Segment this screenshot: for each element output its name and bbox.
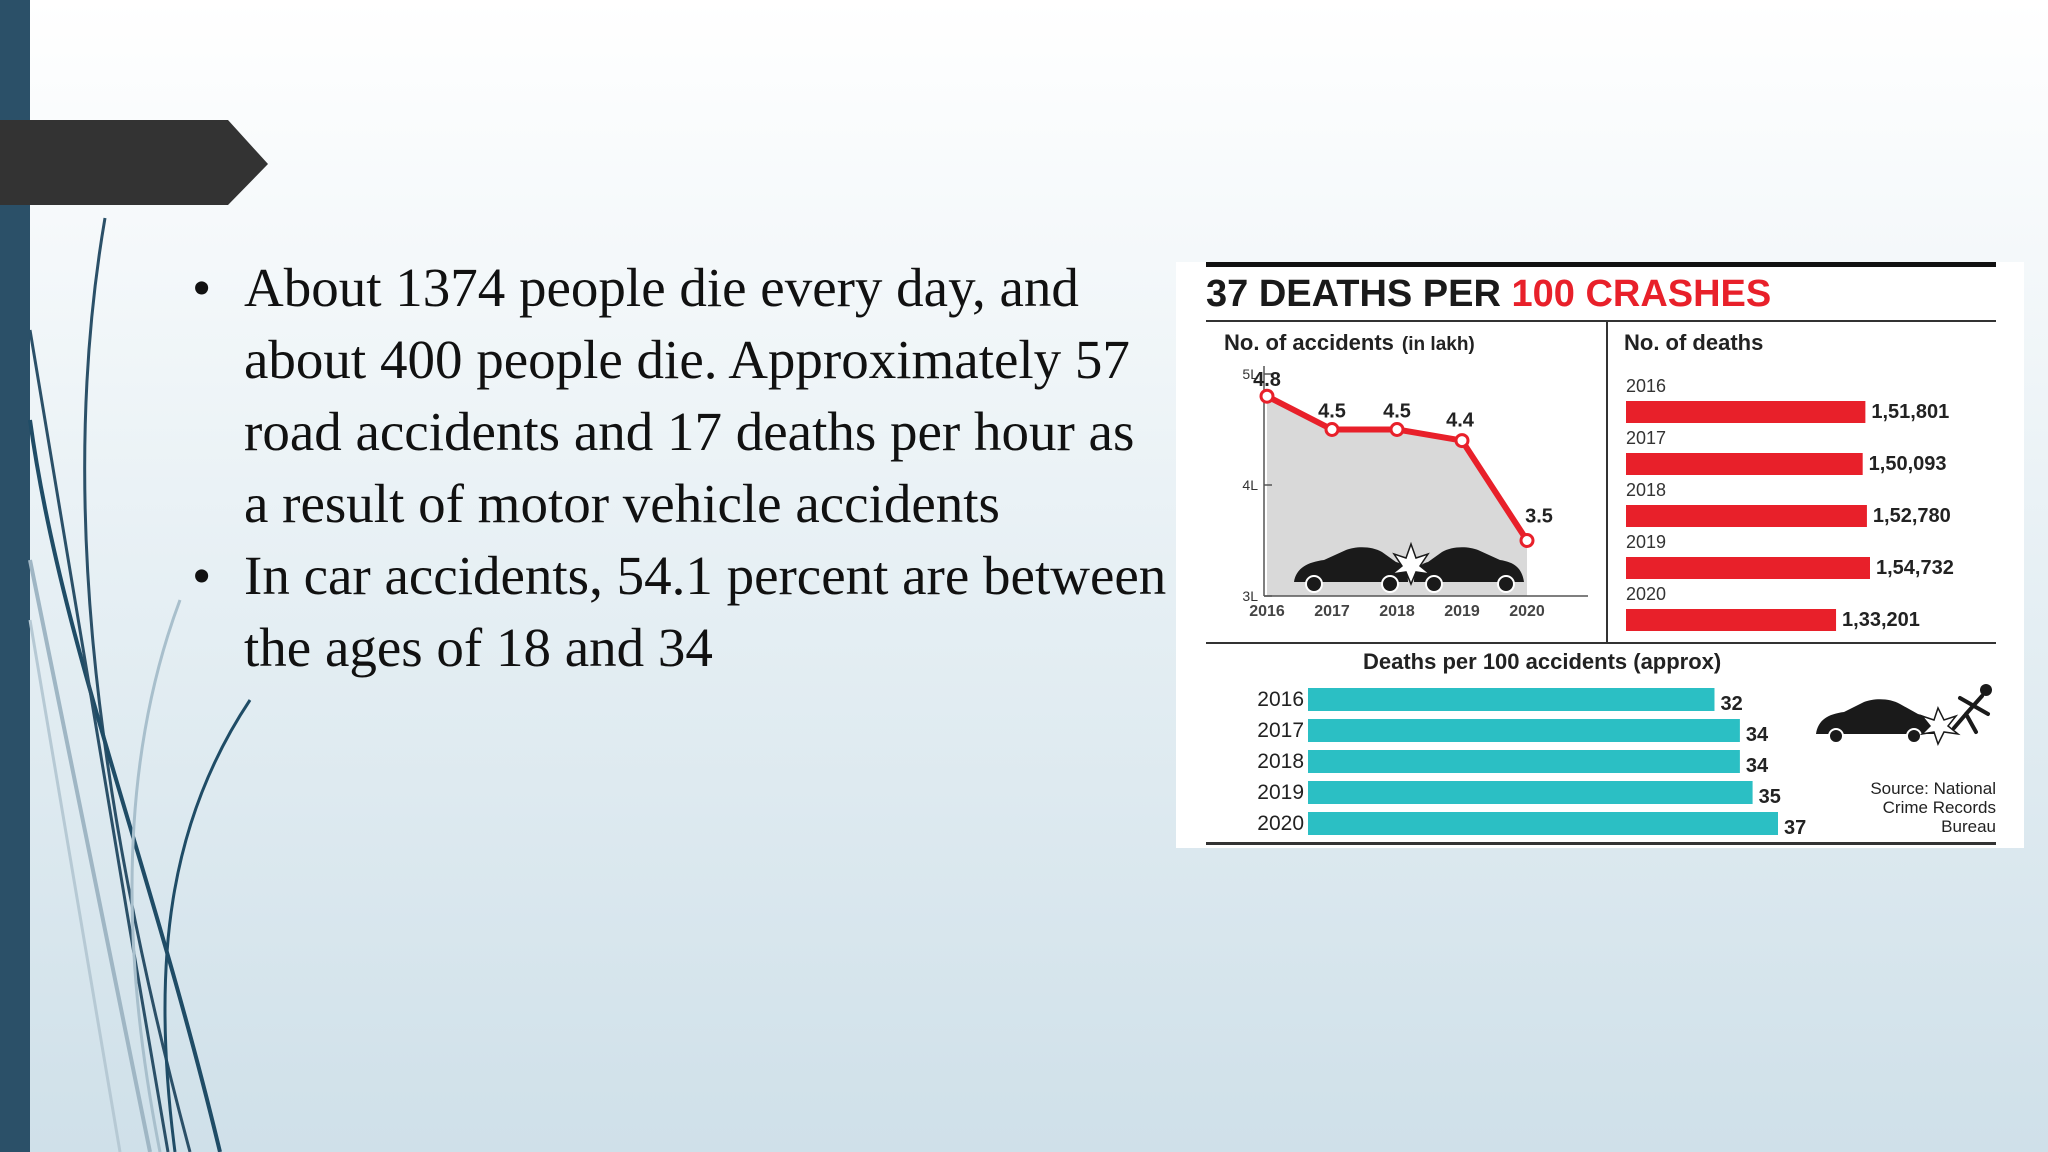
title-red-part: 100 CRASHES	[1511, 273, 1772, 315]
accidents-point	[1521, 535, 1533, 547]
deaths-year-label: 2018	[1626, 480, 1667, 500]
deaths-bar	[1626, 609, 1836, 631]
rate-year-label: 2016	[1257, 688, 1304, 711]
infographic	[1176, 262, 2024, 848]
rate-year-label: 2019	[1257, 781, 1304, 804]
deaths-value-label: 1,33,201	[1842, 609, 1920, 631]
y-tick-label: 3L	[1242, 588, 1258, 604]
car-pedestrian-icon	[1816, 684, 1992, 744]
accidents-data-label: 4.4	[1446, 409, 1474, 432]
accidents-data-label: 4.8	[1253, 369, 1281, 392]
panel-divider-horizontal	[1206, 642, 1996, 644]
rate-bar	[1308, 812, 1778, 835]
bullet-dot: •	[192, 545, 212, 606]
deaths-year-label: 2019	[1626, 532, 1667, 552]
rate-year-label: 2020	[1257, 812, 1304, 835]
accidents-data-label: 4.5	[1318, 400, 1346, 423]
bullet-text: About 1374 people die every day, and about 400 people die. Approximately 57 road accidents and 17 deaths per hour as a result of motor vehicle accidents	[244, 257, 1135, 534]
bullet-item	[192, 540, 1172, 684]
rate-value-label: 34	[1745, 755, 1769, 777]
x-tick-label: 2016	[1249, 603, 1285, 620]
rate-value-label: 37	[1784, 817, 1807, 839]
rate-bar	[1308, 719, 1740, 742]
rate-value-label: 35	[1758, 786, 1781, 808]
deaths-bar-chart	[1626, 376, 1954, 631]
x-tick-label: 2019	[1444, 603, 1480, 620]
rate-value-label: 34	[1745, 724, 1769, 746]
panel-divider-vertical	[1606, 322, 1608, 642]
top-rule	[1206, 262, 1996, 267]
accidents-point	[1261, 390, 1273, 402]
deaths-year-label: 2017	[1626, 428, 1667, 448]
title-arrow-tab	[0, 120, 268, 205]
deaths-value-label: 1,54,732	[1876, 557, 1954, 579]
bullet-list	[192, 252, 1172, 684]
accidents-panel-title	[1224, 330, 1475, 355]
deaths-year-label: 2016	[1626, 376, 1667, 396]
accidents-point	[1456, 435, 1468, 447]
title-underline	[1206, 320, 1996, 322]
title-black-part: 37 DEATHS PER	[1206, 273, 1512, 315]
deaths-year-label: 2020	[1626, 584, 1667, 604]
rate-bar	[1308, 750, 1740, 773]
accidents-point	[1326, 424, 1338, 436]
infographic-title	[1206, 273, 1771, 315]
deaths-bar	[1626, 453, 1863, 475]
accidents-unit-text: (in lakh)	[1401, 334, 1475, 355]
accidents-point	[1391, 424, 1403, 436]
accidents-data-label: 3.5	[1525, 505, 1553, 528]
x-tick-label: 2018	[1379, 603, 1415, 620]
source-line-3: Bureau	[1941, 817, 1996, 836]
rate-bar-chart	[1257, 688, 1806, 839]
rate-bar	[1308, 688, 1714, 711]
deaths-bar	[1626, 557, 1870, 579]
rate-year-label: 2017	[1257, 719, 1304, 742]
x-tick-label: 2020	[1509, 603, 1545, 620]
deaths-bar	[1626, 401, 1865, 423]
rate-bar	[1308, 781, 1753, 804]
deaths-bar	[1626, 505, 1867, 527]
y-tick-label: 4L	[1242, 477, 1258, 493]
deaths-value-label: 1,51,801	[1871, 401, 1950, 423]
accidents-title-text: No. of accidents	[1224, 330, 1394, 355]
deaths-value-label: 1,50,093	[1868, 453, 1947, 475]
source-line-1: Source: National	[1870, 779, 1996, 798]
deaths-panel-title: No. of deaths	[1624, 330, 1764, 355]
source-line-2: Crime Records	[1882, 798, 1996, 817]
deaths-value-label: 1,52,780	[1872, 505, 1951, 527]
bullet-item	[192, 252, 1172, 540]
bullet-dot: •	[192, 257, 212, 318]
x-tick-label: 2017	[1314, 603, 1350, 620]
infographic-canvas	[1176, 262, 2024, 848]
bottom-rule	[1206, 842, 1996, 845]
accidents-data-label: 4.5	[1383, 400, 1411, 423]
bullet-text: In car accidents, 54.1 percent are between the ages of 18 and 34	[244, 545, 1167, 678]
rate-year-label: 2018	[1257, 750, 1304, 773]
rate-value-label: 32	[1720, 693, 1743, 715]
rate-panel-title: Deaths per 100 accidents (approx)	[1363, 649, 1722, 674]
y-tick-label: 5L	[1242, 366, 1258, 382]
